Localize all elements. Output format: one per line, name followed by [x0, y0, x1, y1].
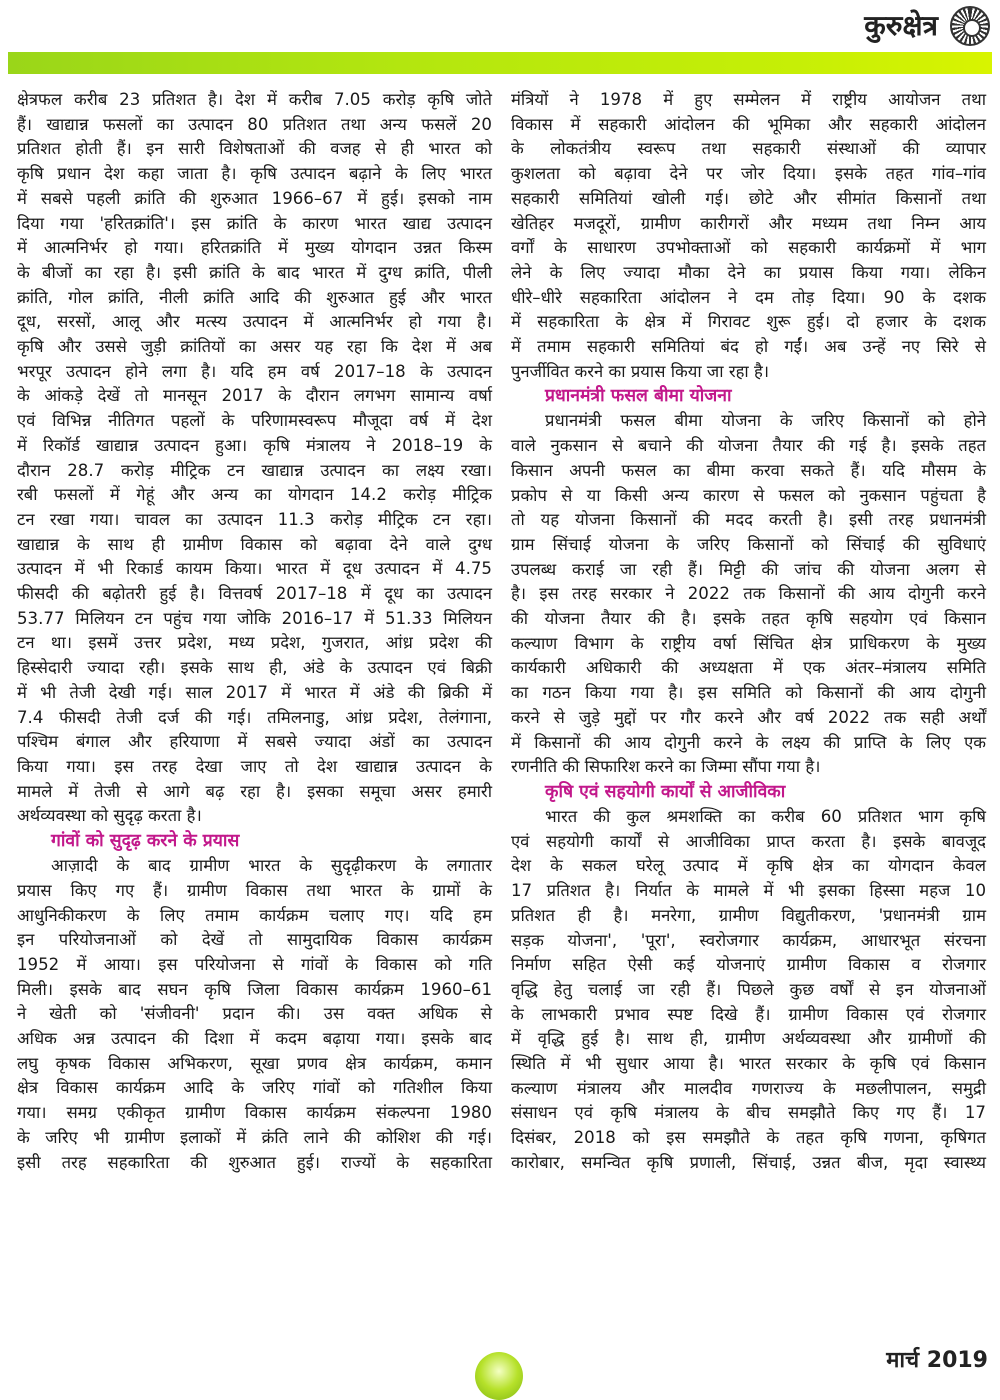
text-line: मंत्रियों ने 1978 में हुए सम्मेलन में राष्ट्रीय आयोजन तथा — [511, 90, 986, 109]
header-color-bar — [8, 52, 992, 74]
text-line: करने से जुड़े मुद्दों पर गौर करने और वर्ष 2022 तक सही अर्थों — [511, 707, 986, 727]
text-line: निर्माण सहित ऐसी कई योजनाएं ग्रामीण विकास व रोजगार — [511, 955, 986, 975]
text-line: खाद्यान्न के साथ ही ग्रामीण विकास को बढ़ावा देने वाले दुग्ध — [17, 534, 492, 554]
text-line: के लाभकारी प्रभाव स्पष्ट दिखे हैं। ग्रामीण विकास एवं रोजगार — [511, 1004, 986, 1024]
text-line: दौरान 28.7 करोड़ मीट्रिक टन खाद्यान्न उत्पादन का लक्ष्य रखा। — [17, 460, 492, 480]
text-line: पश्चिम बंगाल और हरियाणा में सबसे ज्यादा अंडों का उत्पादन — [17, 732, 492, 752]
text-line: फीसदी की बढ़ोतरी हुई है। वित्तवर्ष 2017–18 में दूध का उत्पादन — [17, 584, 492, 604]
magazine-masthead: कुरुक्षेत्र — [864, 9, 938, 42]
text-line: इसी तरह सहकारिता की शुरुआत हुई। राज्यों के सहकारिता — [17, 1152, 492, 1172]
text-line: कृषि और उससे जुड़ी क्रांतियों का असर यह रहा कि देश में अब — [17, 337, 492, 357]
issue-date: मार्च 2019 — [886, 1348, 988, 1373]
text-line: वृद्धि हेतु चलाई जा रही हैं। पिछले कुछ वर्षों से इन योजनाओं — [511, 979, 986, 999]
text-line: दूध, सरसों, आलू और मत्स्य उत्पादन में आत्मनिर्भर हो गया है। — [17, 312, 492, 332]
text-line: किसान अपनी फसल का बीमा करवा सकते हैं। यदि मौसम के — [511, 460, 986, 480]
text-line: वाले नुकसान से बचाने की योजना तैयार की गई है। इसके तहत — [511, 436, 986, 456]
text-line: वर्गों के साधारण उपभोक्ताओं को सहकारी कार्यक्रमों में भाग — [511, 238, 986, 258]
text-line: में रिकॉर्ड खाद्यान्न उत्पादन हुआ। कृषि मंत्रालय ने 2018–19 के — [17, 435, 492, 455]
text-line: दिया गया 'हरितक्रांति'। इस क्रांति के कारण भारत खाद्य उत्पादन — [17, 213, 492, 233]
text-line: लघु कृषक विकास अभिकरण, सूखा प्रणव क्षेत्र कार्यक्रम, कमान — [17, 1053, 492, 1073]
text-line: क्षेत्रफल करीब 23 प्रतिशत है। देश में करीब 7.05 करोड़ कृषि जोते — [17, 90, 492, 109]
text-line: आज़ादी के बाद ग्रामीण भारत के सुदृढ़ीकरण के लगातार — [51, 856, 492, 876]
text-line: में सहकारिता के क्षेत्र में गिरावट शुरू हुई। दो हजार के दशक — [511, 312, 986, 332]
text-line: रणनीति की सिफारिश करने का जिम्मा सौंपा गया है। — [511, 757, 821, 777]
text-line: स्थिति में भी सुधार आया है। भारत सरकार के कृषि एवं किसान — [511, 1054, 986, 1074]
text-line: पुनर्जीवित करने का प्रयास किया जा रहा है। — [511, 361, 770, 381]
text-line: रबी फसलों में गेहूं और अन्य का योगदान 14.2 करोड़ मीट्रिक — [17, 485, 492, 505]
text-line: ग्राम सिंचाई योजना के जरिए किसानों को सिंचाई की सुविधाएं — [511, 534, 986, 554]
text-line: में भी तेजी देखी गई। साल 2017 में भारत में अंडे की ब्रिकी में — [17, 682, 492, 702]
text-line: विकास में सहकारी आंदोलन की भूमिका और सहकारी आंदोलन — [511, 114, 986, 134]
text-line: आधुनिकीकरण के लिए तमाम कार्यक्रम चलाए गए। यदि हम — [17, 905, 492, 925]
wheel-emblem-icon — [950, 6, 990, 46]
text-line: 1952 में आया। इस परियोजना से गांवों के विकास को गति — [17, 954, 492, 974]
text-line: एवं सहयोगी कार्यों से आजीविका प्राप्त करता है। इसके बावजूद — [511, 831, 986, 851]
text-line: क्रांति, गोल क्रांति, नीली क्रांति आदि की शुरुआत हुई और भारत — [17, 287, 492, 307]
right-column — [511, 88, 986, 1176]
text-line: प्रतिशत ही है। मनरेगा, ग्रामीण विद्युतीकरण, 'प्रधानमंत्री ग्राम — [511, 905, 986, 925]
text-line: में वृद्धि हुई है। साथ ही, ग्रामीण अर्थव्यवस्था और ग्रामीणों की — [511, 1029, 986, 1049]
text-line: टन रखा गया। चावल का उत्पादन 11.3 करोड़ मीट्रिक टन रहा। — [17, 509, 492, 529]
text-line: इन परियोजनाओं को देखें तो सामुदायिक विकास कार्यक्रम — [17, 930, 492, 950]
text-line: भरपूर उत्पादन होने लगा है। यदि हम वर्ष 2017–18 के उत्पादन — [17, 361, 492, 381]
text-line: अधिक अन्न उत्पादन की दिशा में कदम बढ़ाया गया। इसके बाद — [17, 1029, 492, 1049]
text-line: कारोबार, समन्वित कृषि प्रणाली, सिंचाई, उन्नत बीज, मृदा स्वास्थ्य — [511, 1152, 986, 1172]
text-line: कल्याण मंत्रालय और मालदीव गणराज्य के मछलीपालन, समुद्री — [511, 1078, 986, 1098]
text-line: में सबसे पहली क्रांति की शुरुआत 1966–67 में हुई। इसको नाम — [17, 188, 492, 208]
text-line: भारत की कुल श्रमशक्ति का करीब 60 प्रतिशत भाग कृषि — [545, 806, 986, 826]
text-line: हिस्सेदारी ज्यादा रही। इसके साथ ही, अंडे के उत्पादन एवं बिक्री — [17, 658, 492, 678]
left-column — [17, 88, 492, 1175]
text-line: दिसंबर, 2018 को इस समझौते के तहत कृषि गणना, कृषिगत — [511, 1128, 986, 1148]
text-line: 17 प्रतिशत है। निर्यात के मामले में भी इसका हिस्सा महज 10 — [511, 881, 986, 901]
text-line: का गठन किया गया है। इस समिति को किसानों की आय दोगुनी — [511, 683, 986, 703]
text-line: लेने के लिए ज्यादा मौका देने का प्रयास किया गया। लेकिन — [511, 262, 986, 282]
text-line: सड़क योजना', 'पूरा', स्वरोजगार कार्यक्रम, आधारभूत संरचना — [511, 930, 986, 950]
page-header — [0, 0, 1000, 80]
text-line: क्षेत्र विकास कार्यक्रम आदि के जरिए गांवों को गतिशील किया — [17, 1078, 492, 1098]
text-line: तो यह योजना किसानों की मदद करती है। इसी तरह प्रधानमंत्री — [511, 510, 986, 530]
text-line: के आंकड़े देखें तो मानसून 2017 के दौरान लगभग सामान्य वर्षा — [17, 386, 492, 406]
section-heading-livelihood: कृषि एवं सहयोगी कार्यों से आजीविका — [545, 781, 786, 802]
text-line: प्रधानमंत्री फसल बीमा योजना के जरिए किसानों को होने — [545, 411, 986, 431]
text-line: है। इस तरह सरकार ने 2022 तक किसानों की आय दोगुनी करने — [511, 584, 986, 604]
text-line: उत्पादन में भी रिकार्ड कायम किया। भारत में दूध उत्पादन में 4.75 — [17, 559, 492, 579]
text-line: किया गया। इस तरह देखा जाए तो देश खाद्यान्न उत्पादन के — [17, 756, 492, 776]
text-line: देश के सकल घरेलू उत्पाद में कृषि क्षेत्र का योगदान केवल — [511, 856, 986, 876]
text-line: में तमाम सहकारी समितियां बंद हो गईं। अब उन्हें नए सिरे से — [511, 337, 986, 357]
section-heading-villages: गांवों को सुदृढ़ करने के प्रयास — [51, 831, 240, 852]
text-line: के बीजों का रहा है। इसी क्रांति के बाद भारत में दुग्ध क्रांति, पीली — [17, 262, 492, 282]
text-line: सहकारी समितियां खोली गई। छोटे और सीमांत किसानों तथा — [511, 188, 986, 208]
text-line: खेतिहर मजदूरों, ग्रामीण कारीगरों और मध्यम तथा निम्न आय — [511, 213, 986, 233]
text-line: 53.77 मिलियन टन पहुंच गया जोकि 2016–17 में 51.33 मिलियन — [17, 608, 492, 628]
text-line: धीरे–धीरे सहकारिता आंदोलन ने दम तोड़ दिया। 90 के दशक — [511, 287, 986, 307]
text-line: संसाधन एवं कृषि मंत्रालय के बीच समझौते किए गए हैं। 17 — [511, 1103, 986, 1123]
text-line: 7.4 फीसदी तेजी दर्ज की गई। तमिलनाडु, आंध्र प्रदेश, तेलंगाना, — [17, 707, 492, 727]
text-line: हैं। खाद्यान्न फसलों का उत्पादन 80 प्रतिशत तथा अन्य फसलें 20 — [17, 114, 492, 134]
text-line: मिली। इसके बाद सघन कृषि जिला विकास कार्यक्रम 1960–61 — [17, 979, 492, 999]
text-line: की योजना तैयार की है। इसके तहत कृषि सहयोग एवं किसान — [511, 609, 986, 629]
text-line: के लोकतंत्रीय स्वरूप तथा सहकारी संस्थाओं की व्यापार — [511, 139, 986, 159]
text-line: प्रयास किए गए हैं। ग्रामीण विकास तथा भारत के ग्रामों के — [17, 880, 492, 900]
text-line: अर्थव्यवस्था को सुदृढ़ करता है। — [17, 806, 202, 826]
page-number-badge — [475, 1352, 523, 1400]
text-line: में आत्मनिर्भर हो गया। हरितक्रांति में मुख्य योगदान उन्नत किस्म — [17, 238, 492, 258]
text-line: टन था। इसमें उत्तर प्रदेश, मध्य प्रदेश, गुजरात, आंध्र प्रदेश की — [17, 633, 492, 653]
text-line: कल्याण विभाग के राष्ट्रीय वर्षा सिंचित क्षेत्र प्राधिकरण के मुख्य — [511, 633, 986, 653]
text-line: ने खेती को 'संजीवनी' प्रदान की। उस वक्त अधिक से — [17, 1004, 492, 1024]
text-line: प्रतिशत होती हैं। इन सारी विशेषताओं की वजह से ही भारत को — [17, 139, 492, 159]
text-line: मामले में तेजी से आगे बढ़ रहा है। इसका समूचा असर हमारी — [17, 781, 492, 801]
text-line: एवं विभिन्न नीतिगत पहलों के परिणामस्वरूप मौजूदा वर्ष में देश — [17, 411, 492, 431]
text-line: प्रकोप से या किसी अन्य कारण से फसल को नुकसान पहुंचता है — [511, 485, 986, 505]
text-line: गया। समग्र एकीकृत ग्रामीण विकास कार्यक्रम संकल्पना 1980 — [17, 1103, 492, 1123]
text-line: कार्यकारी अधिकारी की अध्यक्षता में एक अंतर–मंत्रालय समिति — [511, 658, 986, 678]
text-line: में किसानों की आय दोगुनी करने के लक्ष्य की प्राप्ति के लिए एक — [511, 732, 986, 752]
text-line: के जरिए भी ग्रामीण इलाकों में क्रंति लाने की कोशिश की गई। — [17, 1127, 492, 1147]
text-line: कृषि प्रधान देश कहा जाता है। कृषि उत्पादन बढ़ाने के लिए भारत — [17, 164, 492, 184]
text-line: कुशलता को बढ़ावा देने पर जोर दिया। इसके तहत गांव–गांव — [511, 164, 986, 184]
section-heading-crop-insurance: प्रधानमंत्री फसल बीमा योजना — [545, 386, 732, 407]
text-line: उपलब्ध कराई जा रही हैं। मिट्टी की जांच की योजना अलग से — [511, 559, 986, 579]
